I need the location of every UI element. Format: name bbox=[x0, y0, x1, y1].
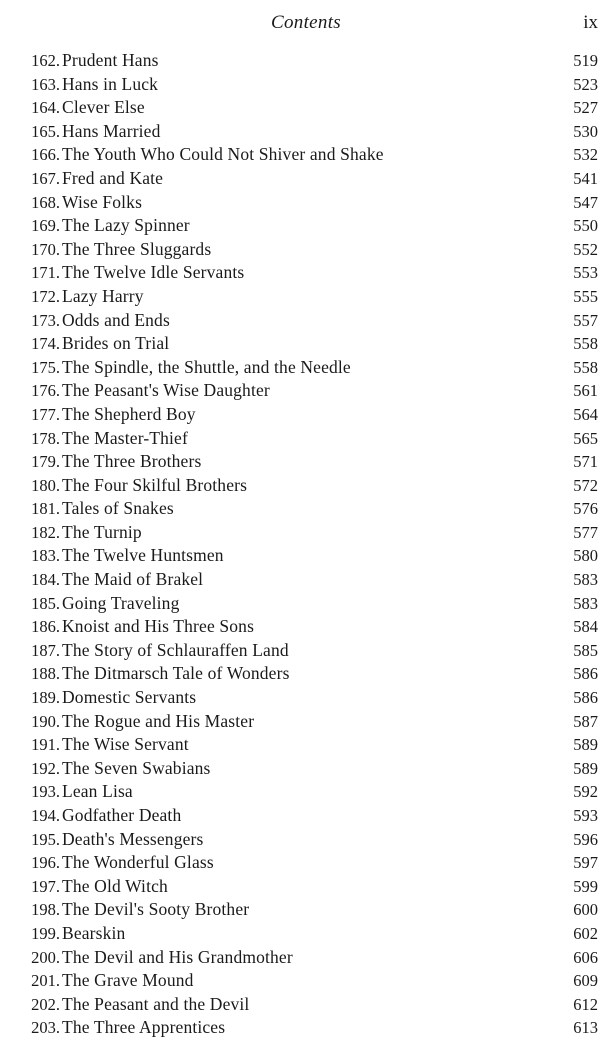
toc-entry-number: 172. bbox=[31, 286, 60, 306]
toc-entry-page: 571 bbox=[573, 452, 598, 472]
toc-entry-number: 178. bbox=[31, 428, 60, 448]
toc-entry bbox=[18, 898, 598, 922]
toc-entry bbox=[18, 49, 598, 73]
toc-entry-number: 199. bbox=[31, 923, 60, 943]
toc-entry-title: The Devil and His Grandmother bbox=[62, 946, 293, 967]
toc-entry-number: 170. bbox=[31, 239, 60, 259]
toc-entry-page: 585 bbox=[573, 640, 598, 660]
toc-entry-title: The Turnip bbox=[62, 521, 142, 542]
toc-entry-title: The Story of Schlauraffen Land bbox=[62, 639, 289, 660]
toc-entry bbox=[18, 356, 598, 380]
toc-entry-title: The Youth Who Could Not Shiver and Shake bbox=[62, 144, 384, 165]
toc-entry-title: The Rogue and His Master bbox=[62, 710, 255, 731]
toc-entry-title: Lean Lisa bbox=[62, 781, 133, 802]
toc-entry-page: 561 bbox=[573, 381, 598, 401]
toc-entry bbox=[18, 332, 598, 356]
toc-entry-title: The Ditmarsch Tale of Wonders bbox=[62, 663, 290, 684]
toc-entry-title: Death's Messengers bbox=[62, 828, 204, 849]
toc-entry-page: 586 bbox=[573, 664, 598, 684]
toc-entry bbox=[18, 285, 598, 309]
toc-entry bbox=[18, 804, 598, 828]
toc-entry-title: The Shepherd Boy bbox=[62, 403, 196, 424]
running-title: Contents bbox=[271, 12, 341, 33]
toc-entry-number: 180. bbox=[31, 475, 60, 495]
toc-entry-page: 541 bbox=[573, 168, 598, 188]
toc-entry bbox=[18, 214, 598, 238]
toc-entry-number: 202. bbox=[31, 994, 60, 1014]
toc-entry-page: 550 bbox=[573, 216, 598, 236]
toc-entry bbox=[18, 73, 598, 97]
toc-entry-number: 169. bbox=[31, 216, 60, 236]
toc-entry-number: 183. bbox=[31, 546, 60, 566]
toc-entry-page: 558 bbox=[573, 357, 598, 377]
toc-entry-number: 162. bbox=[31, 51, 60, 70]
toc-entry-page: 597 bbox=[573, 853, 598, 873]
toc-entry bbox=[18, 309, 598, 333]
toc-entry-number: 194. bbox=[31, 806, 60, 825]
toc-entry bbox=[18, 497, 598, 521]
toc-entry-page: 612 bbox=[573, 994, 598, 1014]
toc-entry bbox=[18, 780, 598, 804]
toc-entry-number: 181. bbox=[31, 499, 60, 519]
toc-entry-title: The Old Witch bbox=[62, 875, 168, 896]
toc-entry-title: The Peasant and the Devil bbox=[62, 993, 250, 1014]
toc-entry-title: The Seven Swabians bbox=[62, 757, 211, 778]
toc-entry bbox=[18, 592, 598, 616]
toc-entry-page: 584 bbox=[573, 617, 598, 637]
toc-entry-title: Godfather Death bbox=[62, 805, 182, 825]
toc-entry-number: 203. bbox=[31, 1018, 60, 1038]
toc-entry-number: 186. bbox=[31, 617, 60, 637]
toc-entry bbox=[18, 993, 598, 1017]
toc-entry-title: Bearskin bbox=[62, 922, 126, 943]
toc-entry-title: The Three Sluggards bbox=[62, 238, 212, 259]
toc-entry-page: 600 bbox=[573, 900, 598, 920]
toc-entry bbox=[18, 662, 598, 686]
toc-entry-number: 198. bbox=[31, 900, 60, 920]
toc-entry bbox=[18, 922, 598, 946]
table-of-contents bbox=[18, 49, 598, 1040]
toc-entry-number: 193. bbox=[31, 782, 60, 802]
toc-entry-page: 553 bbox=[573, 263, 598, 283]
toc-entry-title: The Wise Servant bbox=[62, 734, 189, 755]
toc-entry-number: 176. bbox=[31, 381, 60, 401]
toc-entry-title: The Twelve Huntsmen bbox=[62, 545, 224, 566]
toc-entry-page: 596 bbox=[573, 829, 598, 849]
toc-entry-page: 557 bbox=[573, 310, 598, 330]
toc-entry-number: 185. bbox=[31, 593, 60, 613]
toc-entry-title: Hans Married bbox=[62, 120, 161, 141]
toc-entry-number: 197. bbox=[31, 876, 60, 896]
toc-entry-page: 602 bbox=[573, 923, 598, 943]
toc-entry-page: 580 bbox=[573, 546, 598, 566]
toc-entry-number: 182. bbox=[31, 522, 60, 542]
toc-entry-number: 191. bbox=[31, 735, 60, 755]
toc-entry bbox=[18, 851, 598, 875]
toc-entry bbox=[18, 568, 598, 592]
toc-entry-number: 187. bbox=[31, 640, 60, 660]
toc-entry-title: The Spindle, the Shuttle, and the Needle bbox=[62, 356, 351, 377]
toc-entry bbox=[18, 828, 598, 852]
toc-entry-number: 175. bbox=[31, 357, 60, 377]
toc-entry bbox=[18, 1016, 598, 1040]
toc-entry-number: 190. bbox=[31, 711, 60, 731]
toc-entry bbox=[18, 733, 598, 757]
toc-entry bbox=[18, 143, 598, 167]
toc-entry bbox=[18, 969, 598, 993]
toc-entry-number: 184. bbox=[31, 570, 60, 590]
toc-entry bbox=[18, 96, 598, 120]
toc-entry bbox=[18, 120, 598, 144]
toc-entry-page: 583 bbox=[573, 570, 598, 590]
toc-entry-page: 532 bbox=[573, 145, 598, 165]
toc-entry-page: 519 bbox=[573, 51, 598, 70]
toc-entry-page: 586 bbox=[573, 688, 598, 708]
toc-entry bbox=[18, 757, 598, 781]
toc-entry-page: 587 bbox=[573, 711, 598, 731]
toc-entry-title: Prudent Hans bbox=[62, 50, 159, 70]
toc-entry-page: 565 bbox=[573, 428, 598, 448]
toc-entry-title: The Devil's Sooty Brother bbox=[62, 899, 250, 920]
toc-entry-page: 555 bbox=[573, 286, 598, 306]
toc-entry-number: 167. bbox=[31, 168, 60, 188]
toc-entry-title: The Grave Mound bbox=[62, 970, 194, 991]
toc-entry-page: 576 bbox=[573, 499, 598, 519]
toc-entry-title: Going Traveling bbox=[62, 592, 180, 613]
toc-entry-page: 613 bbox=[573, 1018, 598, 1038]
toc-entry-title: The Wonderful Glass bbox=[62, 852, 214, 873]
toc-entry-page: 589 bbox=[573, 735, 598, 755]
page-number: ix bbox=[583, 12, 598, 33]
toc-entry-number: 195. bbox=[31, 829, 60, 849]
toc-entry bbox=[18, 521, 598, 545]
toc-entry-number: 171. bbox=[31, 263, 60, 283]
toc-entry bbox=[18, 191, 598, 215]
toc-entry-page: 609 bbox=[573, 971, 598, 991]
toc-entry-title: The Master-Thief bbox=[62, 427, 188, 448]
toc-entry-title: Knoist and His Three Sons bbox=[62, 616, 255, 637]
toc-entry bbox=[18, 875, 598, 899]
toc-entry-title: Odds and Ends bbox=[62, 309, 170, 330]
toc-entry-page: 572 bbox=[573, 475, 598, 495]
toc-entry-page: 599 bbox=[573, 876, 598, 896]
toc-entry-number: 177. bbox=[31, 404, 60, 424]
toc-entry bbox=[18, 946, 598, 970]
toc-entry bbox=[18, 710, 598, 734]
toc-entry-page: 577 bbox=[573, 522, 598, 542]
toc-entry-title: The Lazy Spinner bbox=[62, 215, 190, 236]
toc-entry-number: 173. bbox=[31, 310, 60, 330]
toc-entry-title: Hans in Luck bbox=[62, 73, 159, 94]
toc-entry-page: 564 bbox=[573, 404, 598, 424]
toc-entry-page: 547 bbox=[573, 192, 598, 212]
toc-entry-number: 200. bbox=[31, 947, 60, 967]
toc-entry bbox=[18, 615, 598, 639]
toc-entry-title: The Maid of Brakel bbox=[62, 569, 204, 590]
toc-entry bbox=[18, 544, 598, 568]
toc-entry-title: The Three Apprentices bbox=[62, 1017, 226, 1038]
toc-entry-page: 606 bbox=[573, 947, 598, 967]
toc-entry bbox=[18, 639, 598, 663]
toc-entry-number: 174. bbox=[31, 334, 60, 354]
toc-entry bbox=[18, 379, 598, 403]
toc-entry-title: Wise Folks bbox=[62, 191, 143, 212]
toc-entry-page: 583 bbox=[573, 593, 598, 613]
toc-entry-title: The Four Skilful Brothers bbox=[62, 474, 248, 495]
toc-entry bbox=[18, 261, 598, 285]
toc-entry-page: 592 bbox=[573, 782, 598, 802]
toc-entry-title: The Twelve Idle Servants bbox=[62, 262, 245, 283]
toc-entry-title: Lazy Harry bbox=[62, 285, 144, 306]
toc-entry-number: 165. bbox=[31, 121, 60, 141]
toc-entry-page: 523 bbox=[573, 74, 598, 94]
toc-entry-number: 196. bbox=[31, 853, 60, 873]
toc-entry-number: 164. bbox=[31, 98, 60, 118]
toc-entry-number: 179. bbox=[31, 452, 60, 472]
toc-entry-page: 593 bbox=[573, 806, 598, 825]
toc-entry bbox=[18, 450, 598, 474]
toc-entry-number: 188. bbox=[31, 664, 60, 684]
toc-entry bbox=[18, 474, 598, 498]
toc-entry-number: 192. bbox=[31, 758, 60, 778]
toc-entry-page: 527 bbox=[573, 98, 598, 118]
toc-entry bbox=[18, 427, 598, 451]
toc-entry-page: 589 bbox=[573, 758, 598, 778]
toc-entry-page: 558 bbox=[573, 334, 598, 354]
toc-entry-title: Domestic Servants bbox=[62, 687, 197, 708]
toc-entry-title: Clever Else bbox=[62, 97, 145, 118]
toc-entry-title: The Three Brothers bbox=[62, 451, 202, 472]
toc-entry-page: 530 bbox=[573, 121, 598, 141]
toc-entry-page: 552 bbox=[573, 239, 598, 259]
toc-entry-title: Brides on Trial bbox=[62, 333, 170, 354]
toc-entry-number: 201. bbox=[31, 971, 60, 991]
running-head bbox=[0, 10, 612, 36]
toc-entry-number: 166. bbox=[31, 145, 60, 165]
toc-entry-title: The Peasant's Wise Daughter bbox=[62, 380, 270, 401]
toc-entry bbox=[18, 238, 598, 262]
toc-entry-title: Tales of Snakes bbox=[62, 498, 174, 519]
toc-entry-number: 163. bbox=[31, 74, 60, 94]
toc-entry-number: 189. bbox=[31, 688, 60, 708]
toc-entry-number: 168. bbox=[31, 192, 60, 212]
toc-entry bbox=[18, 686, 598, 710]
toc-entry bbox=[18, 167, 598, 191]
toc-entry bbox=[18, 403, 598, 427]
toc-entry-title: Fred and Kate bbox=[62, 167, 164, 188]
